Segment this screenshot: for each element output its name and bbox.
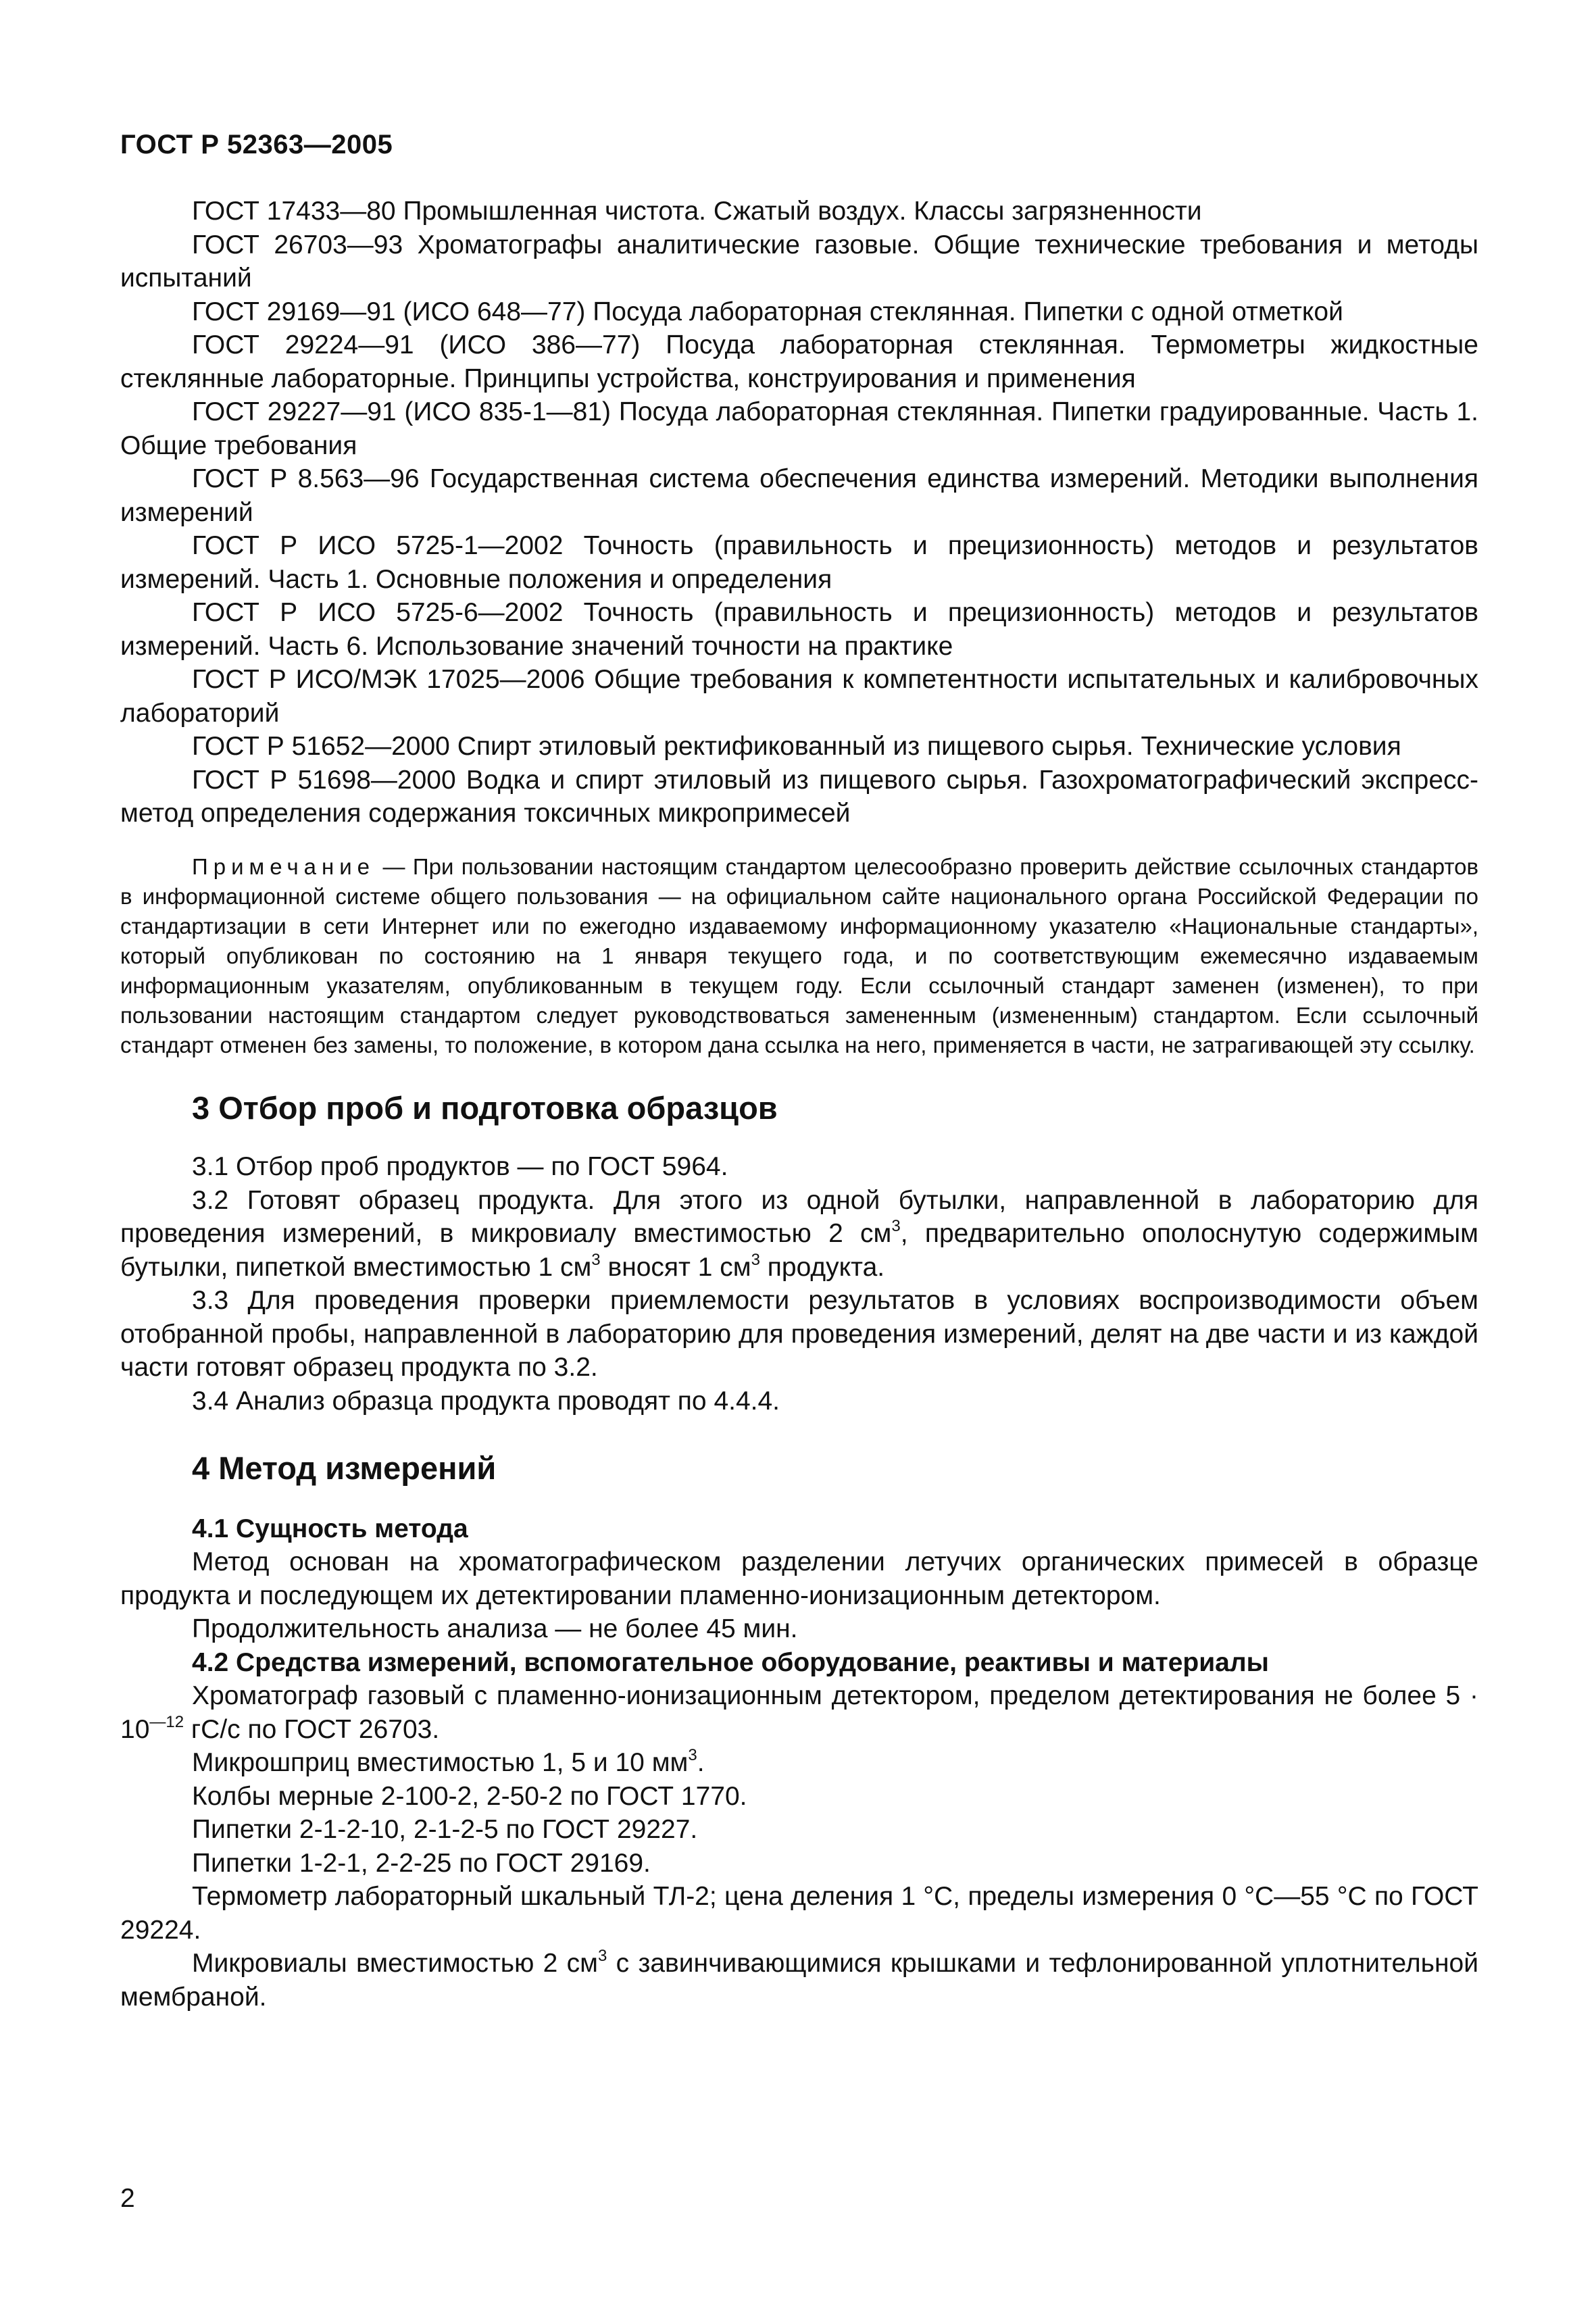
reference-note xyxy=(120,852,1478,1060)
reference-item xyxy=(120,764,1478,830)
superscript: 3 xyxy=(751,1250,760,1269)
reference-item xyxy=(120,596,1478,663)
paragraph-3-4: 3.4 Анализ образца продукта проводят по 4.4.4. xyxy=(192,1386,780,1416)
reference-title: Водка и спирт этиловый из пищевого сырья. Газохроматографический экспресс-метод определения содержания токсичных микропримесей xyxy=(120,765,1478,828)
paragraph-3-1: 3.1 Отбор проб продуктов — по ГОСТ 5964. xyxy=(192,1152,728,1181)
subsection-4-1-heading: 4.1 Сущность метода xyxy=(192,1514,468,1543)
reference-title: Хроматографы аналитические газовые. Общие технические требования и методы испытаний xyxy=(120,230,1479,293)
page-number: 2 xyxy=(120,2184,135,2213)
reference-item xyxy=(120,663,1478,730)
reference-item xyxy=(120,295,1478,329)
section-4-heading: 4 Метод измерений xyxy=(192,1450,497,1486)
reference-title: Посуда лабораторная стеклянная. Термометры жидкостные стеклянные лабораторные. Принципы устройства, конструирования и применения xyxy=(120,330,1478,393)
note-text: — При пользовании настоящим стандартом целесообразно проверить действие ссылочных стандартов в информационной системе общего пользования — на официальном сайте национального органа Российской Федерации по стандартизации в сети Интернет или по ежегодно издаваемому информационному указателю «Национальные стандарты», который опубликован по состоянию на 1 января текущего года, и по соответствующим ежемесячно издаваемым информационным указателям, опубликованным в текущем году. Если ссылочный стандарт заменен (изменен), то при пользовании настоящим стандартом следует руководствоваться замененным (измененным) стандартом. Если ссылочный стандарт отменен без замены, то положение, в котором дана ссылка на него, применяется в части, не затрагивающей эту ссылку. xyxy=(120,853,1478,1057)
superscript: —12 xyxy=(149,1712,184,1731)
reference-item xyxy=(120,228,1478,295)
reference-title: Государственная система обеспечения единства измерений. Методики выполнения измерений xyxy=(120,464,1478,527)
text-fragment: продукта. xyxy=(759,1252,885,1282)
paragraph-3-2 xyxy=(120,1184,1478,1285)
reference-item xyxy=(120,195,1478,228)
reference-title: Промышленная чистота. Сжатый воздух. Классы загрязненности xyxy=(395,197,1202,226)
reference-item xyxy=(120,462,1478,529)
text-fragment: , предварительно ополоснутую содержимым бутылки, пипеткой вместимостью 1 см xyxy=(120,1219,1478,1282)
note-label: Примечание xyxy=(192,853,376,879)
reference-code: ГОСТ 17433—80 xyxy=(192,197,396,226)
paragraph-4-2-g xyxy=(120,1947,1478,2014)
reference-code: ГОСТ Р ИСО 5725-6—2002 xyxy=(192,598,564,627)
reference-item xyxy=(120,730,1478,764)
reference-title: Посуда лабораторная стеклянная. Пипетки градуированные. Часть 1. Общие требования xyxy=(120,397,1478,460)
paragraph-3-3: 3.3 Для проведения проверки приемлемости результатов в условиях воспроизводимости объем отобранной пробы, направленной в лабораторию для проведения измерений, делят на две части и из каждой части готовят образец продукта по 3.2. xyxy=(120,1286,1478,1382)
paragraph-4-1-a: Метод основан на хроматографическом разделении летучих органических примесей в образце продукта и последующем их детектировании пламенно-ионизационным детектором. xyxy=(120,1547,1478,1610)
paragraph-4-2-e: Пипетки 1-2-1, 2-2-25 по ГОСТ 29169. xyxy=(192,1848,651,1878)
reference-code: ГОСТ Р 8.563—96 xyxy=(192,464,420,493)
paragraph-4-2-b xyxy=(120,1746,1478,1780)
superscript: 3 xyxy=(688,1746,697,1764)
superscript: 3 xyxy=(598,1947,607,1965)
reference-code: ГОСТ Р 51652—2000 xyxy=(192,732,450,761)
paragraph-4-2-d: Пипетки 2-1-2-10, 2-1-2-5 по ГОСТ 29227. xyxy=(192,1815,698,1844)
reference-item xyxy=(120,529,1478,596)
reference-title: Общие требования к компетентности испытательных и калибровочных лабораторий xyxy=(120,665,1478,728)
text-fragment: гС/с по ГОСТ 26703. xyxy=(184,1714,440,1744)
reference-title: Посуда лабораторная стеклянная. Пипетки с одной отметкой xyxy=(585,297,1343,326)
text-fragment: вносят 1 см xyxy=(600,1252,751,1282)
reference-code: ГОСТ 29227—91 (ИСО 835-1—81) xyxy=(192,397,612,426)
reference-title: Спирт этиловый ректификованный из пищевого сырья. Технические условия xyxy=(449,732,1401,761)
reference-code: ГОСТ 29169—91 (ИСО 648—77) xyxy=(192,297,586,326)
superscript: 3 xyxy=(591,1250,601,1269)
subsection-4-2-heading: 4.2 Средства измерений, вспомогательное оборудование, реактивы и материалы xyxy=(192,1647,1269,1677)
reference-title: Точность (правильность и прецизионность) методов и результатов измерений. Часть 6. Использование значений точности на практике xyxy=(120,598,1478,661)
document-header: ГОСТ Р 52363—2005 xyxy=(120,130,393,159)
reference-code: ГОСТ Р ИСО 5725-1—2002 xyxy=(192,531,564,560)
reference-code: ГОСТ Р ИСО/МЭК 17025—2006 xyxy=(192,665,585,694)
text-fragment: 3.2 Готовят образец продукта. Для этого из одной бутылки, направленной в лабораторию для проведения измерений, в микровиалу вместимостью 2 см xyxy=(120,1185,1478,1248)
superscript: 3 xyxy=(891,1217,901,1235)
paragraph-4-2-c: Колбы мерные 2-100-2, 2-50-2 по ГОСТ 1770. xyxy=(192,1781,747,1811)
text-fragment: с завинчивающимися крышками и тефлонированной уплотнительной мембраной. xyxy=(120,1949,1478,2012)
section-3-heading: 3 Отбор проб и подготовка образцов xyxy=(192,1089,778,1126)
references-list xyxy=(120,195,1478,830)
reference-code: ГОСТ 26703—93 xyxy=(192,230,403,259)
paragraph-4-2-f: Термометр лабораторный шкальный ТЛ-2; цена деления 1 °С, пределы измерения 0 °С—55 °С по ГОСТ 29224. xyxy=(120,1882,1478,1945)
reference-title: Точность (правильность и прецизионность) методов и результатов измерений. Часть 1. Основные положения и определения xyxy=(120,531,1478,594)
reference-code: ГОСТ 29224—91 (ИСО 386—77) xyxy=(192,330,641,359)
paragraph-4-2-a xyxy=(120,1679,1478,1746)
paragraph-4-1-b: Продолжительность анализа — не более 45 мин. xyxy=(192,1614,798,1643)
text-fragment: Хроматограф газовый с пламенно-ионизационным детектором, пределом детектирования не более 5 · 10 xyxy=(120,1681,1478,1744)
document-body xyxy=(120,195,1478,2014)
text-fragment: Микрошприц вместимостью 1, 5 и 10 мм xyxy=(192,1748,689,1777)
text-fragment: . xyxy=(697,1748,705,1777)
reference-code: ГОСТ Р 51698—2000 xyxy=(192,765,456,795)
text-fragment: Микровиалы вместимостью 2 см xyxy=(192,1949,598,1978)
reference-item xyxy=(120,328,1478,395)
reference-item xyxy=(120,395,1478,462)
